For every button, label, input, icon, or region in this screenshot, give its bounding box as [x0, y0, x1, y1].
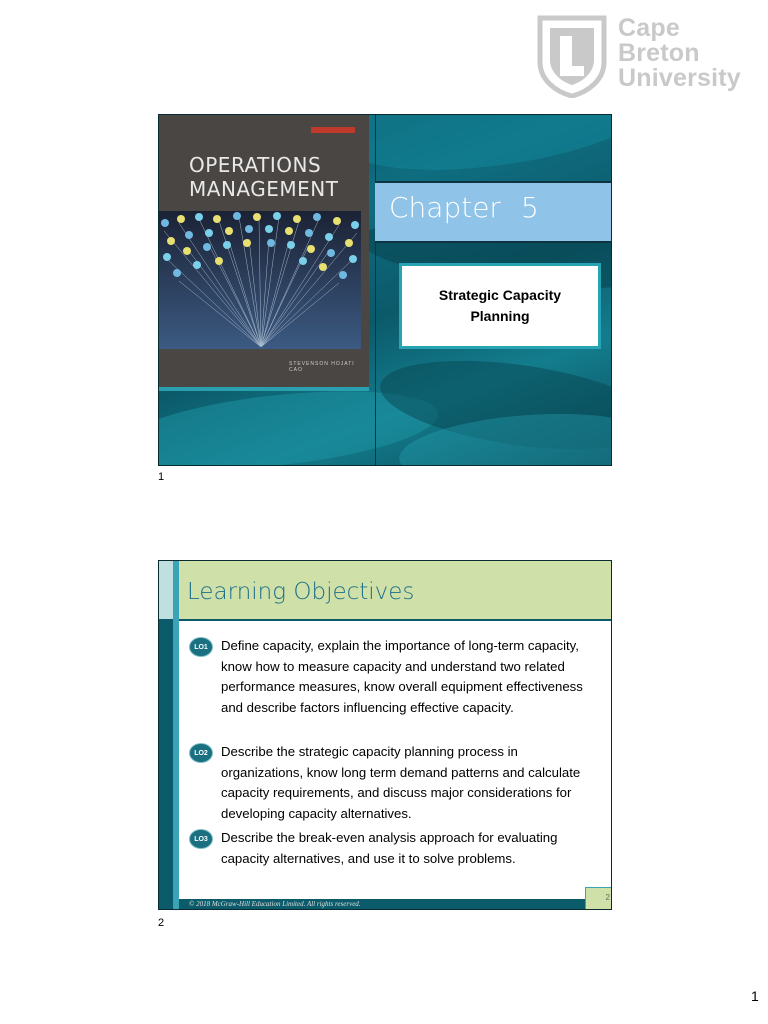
cover-artwork — [159, 211, 361, 349]
book-title-line-2: MANAGEMENT — [189, 177, 339, 201]
book-authors: STEVENSON HOJATI CAO — [289, 361, 355, 373]
page-number: 1 — [751, 988, 759, 1004]
slide-2-label: 2 — [158, 917, 165, 929]
lo-badge-icon: LO2 — [189, 743, 213, 763]
objective-text: Describe the break-even analysis approach for evaluating capacity alternatives, and use it to solve problems. — [221, 830, 558, 866]
chapter-heading — [389, 191, 539, 224]
slide-1-label: 1 — [158, 471, 165, 483]
cover-accent-strip — [159, 387, 369, 391]
book-title-line-1: OPERATIONS — [189, 153, 322, 177]
slide-number: 2 — [605, 893, 610, 902]
book-title — [189, 153, 361, 201]
copyright-text: © 2018 McGraw-Hill Education Limited. All rights reserved. — [189, 900, 361, 908]
slide-title: Learning Objectives — [187, 579, 415, 605]
vertical-divider — [375, 115, 376, 465]
slide-footer — [179, 899, 611, 909]
slide-1-title — [158, 114, 612, 466]
chapter-label: Chapter — [389, 191, 501, 224]
objective-text: Define capacity, explain the importance of long-term capacity, know how to measure capacity and understand two related performance measures, know overall equipment effectiveness and describe factors influencing effective capacity. — [221, 638, 583, 715]
cape-breton-university-logo — [536, 14, 752, 100]
fiber-optic-image — [159, 211, 361, 349]
lo-badge-icon: LO3 — [189, 829, 213, 849]
shield-logo-icon — [536, 14, 608, 98]
chapter-band — [375, 181, 611, 243]
logo-wordmark — [618, 16, 741, 91]
logo-line-2: Breton — [618, 39, 700, 67]
slide-2-learning-objectives — [158, 560, 612, 910]
subtitle-box — [399, 263, 601, 349]
chapter-number: 5 — [520, 191, 539, 224]
lo-badge-icon: LO1 — [189, 637, 213, 657]
slide-number-box — [585, 887, 612, 910]
logo-line-1: Cape — [618, 14, 680, 42]
book-cover — [159, 115, 369, 387]
edition-flag — [311, 127, 355, 133]
slide-header — [179, 561, 611, 621]
objective-text: Describe the strategic capacity planning process in organizations, know long term demand patterns and calculate capacity requirements, and discuss major considerations for developing capacity alternatives. — [221, 744, 581, 821]
chapter-subtitle: Strategic Capacity Planning — [438, 287, 562, 324]
logo-line-3: University — [618, 64, 741, 92]
